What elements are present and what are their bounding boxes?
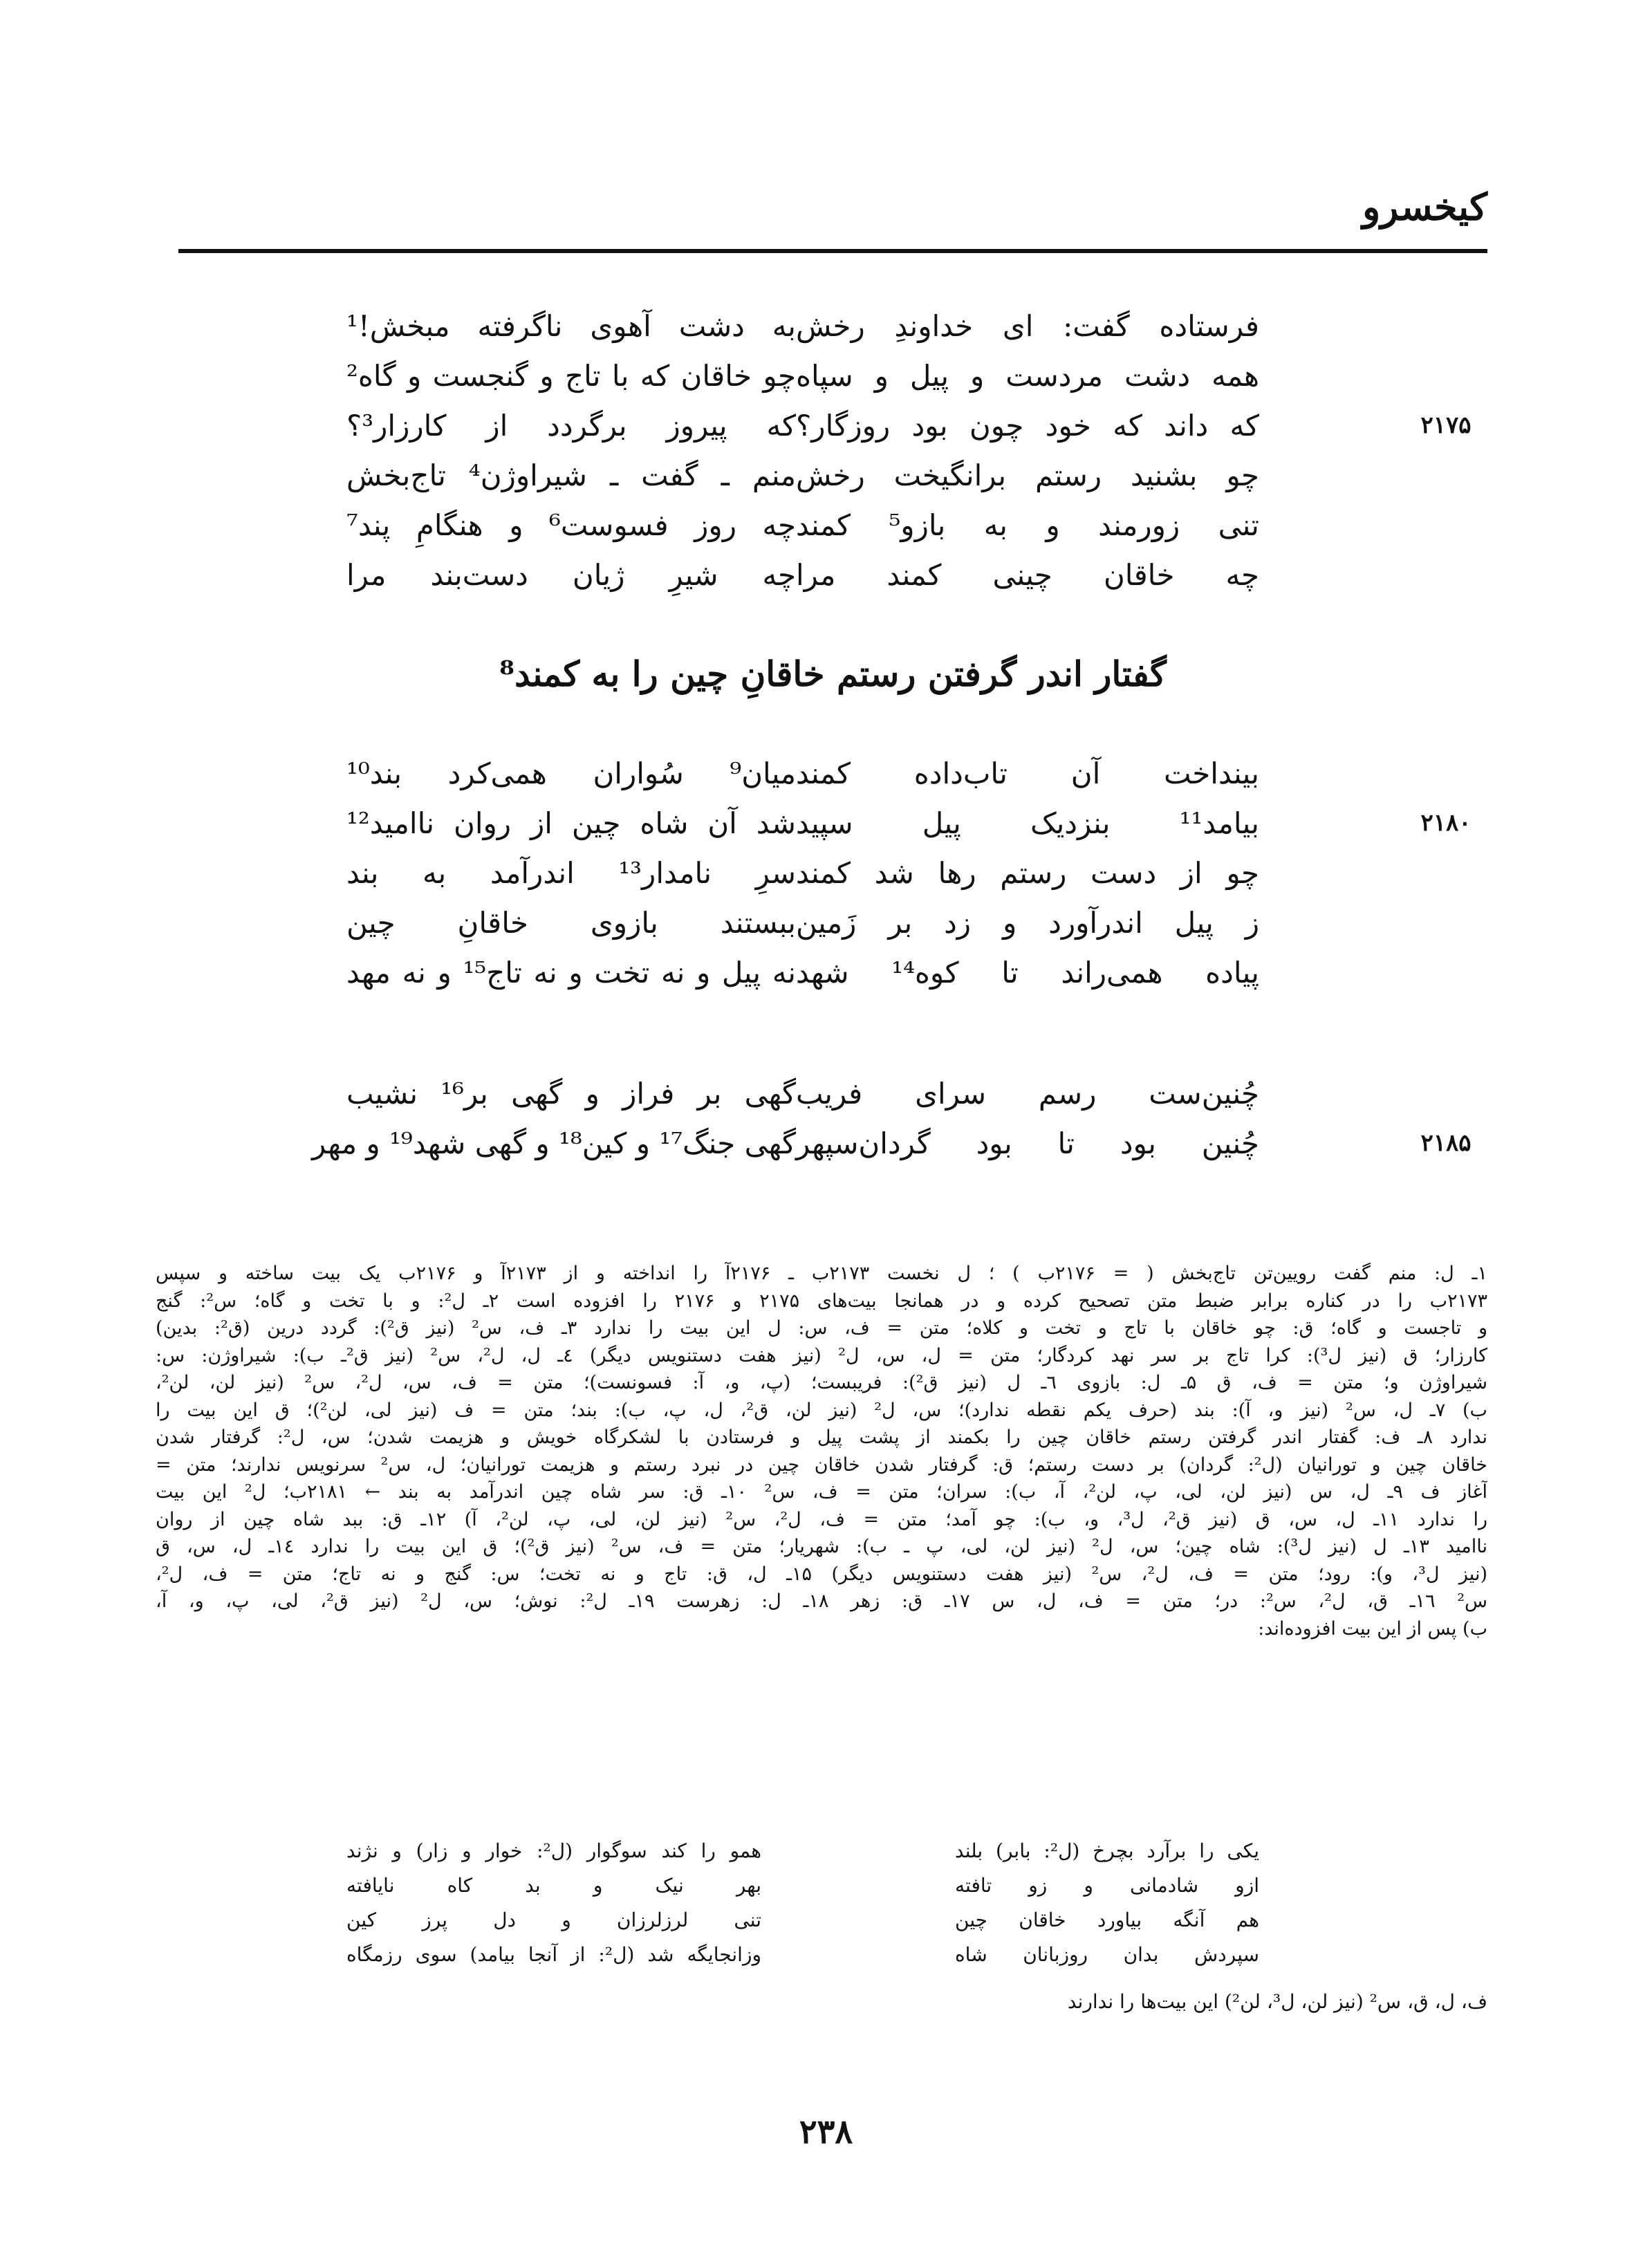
added-second-hemistich: بهر نیک و بد کاه نایافته bbox=[346, 1874, 761, 1897]
verse-line bbox=[290, 301, 1487, 351]
closing-note: ف، ل، ق، س² (نیز لن، ل³، لن²) این بیت‌ها را ندارند bbox=[1067, 1990, 1487, 2013]
footnote-line: ناامید ۱۳ـ ل (نیز ل³): شاه چین؛ س، ل² (نیز لن، لی، پ ـ ب): شهریار؛ متن = ف، س² (نیز ق²)؛ ق این بیت را ندارد ۱٤ـ ل، س، ق bbox=[156, 1536, 1487, 1557]
added-second-hemistich: همو را کند سوگوار (ل²: خوار و زار) و نژند bbox=[346, 1839, 761, 1862]
added-second-hemistich: وزانجایگه شد (ل²: از آنجا بیامد) سوی رزمگاه bbox=[346, 1943, 762, 1966]
verse-line bbox=[290, 500, 1487, 550]
section-title: گفتار اندر گرفتن رستم خاقانِ چین را به کمند⁸ bbox=[499, 653, 1167, 694]
second-hemistich: چو خاقان که با تاج و گنجست و گاه² bbox=[346, 358, 796, 393]
added-second-hemistich: تنی لرزلرزان و دل پرز کین bbox=[346, 1909, 761, 1931]
footnote-line: و تاجست و گاه؛ ق: چو خاقان با تاج و تخت و کلاه؛ متن = ف، س: ل این بیت را ندارد ۳ـ ف، س² (نیز ق²): گردد درین (ق²: بدین) bbox=[156, 1317, 1487, 1339]
verse-line bbox=[290, 748, 1487, 798]
second-hemistich: سرِ نامدار¹³ اندرآمد به بند bbox=[346, 855, 796, 890]
footnote-line: را ندارد ۱۱ـ ل، س، ق (نیز ق²، ل³، و، ب): چو آمد؛ متن = ف، ل²، س² (نیز لن، لی، پ، لن²، آ) ۱۲ـ ق: ببد شاه چین از روان bbox=[156, 1508, 1487, 1530]
first-hemistich: پیاده همی‌راند تا کوه¹⁴ شهد bbox=[796, 955, 1259, 990]
second-hemistich: ببستند بازوی خاقانِ چین bbox=[346, 905, 796, 940]
first-hemistich: بینداخت آن تاب‌داده کمند bbox=[796, 756, 1259, 790]
footnote-line: خاقان چین و تورانیان (ل²: گردان) بر دست رستم؛ ق: گرفتار شدن خاقان چین در نبرد رستم و هزیمت تورانیان؛ ل، س² سرنویس ندارند؛ متن = bbox=[156, 1454, 1487, 1476]
verse-line bbox=[290, 351, 1487, 400]
running-title: کیخسرو bbox=[1362, 185, 1487, 229]
footnote-line: کارزار؛ ق (نیز ل³): کرا تاج بر سر نهد کردگار؛ متن = ل، س، ل² (نیز هفت دستنویس دیگر) ٤ـ ل، ل²، س² (نیز ق²ـ ب): شیراوژن: س: bbox=[156, 1344, 1487, 1366]
second-hemistich: چه شیرِ ژیان دست‌بند مرا bbox=[346, 557, 796, 592]
added-verse-line bbox=[290, 1909, 1487, 1943]
first-hemistich: چُنین‌ست رسم سرای فریب bbox=[796, 1076, 1259, 1111]
footnote-line: ب) پس از این بیت افزوده‌اند: bbox=[1258, 1617, 1487, 1640]
first-hemistich: چو بشنید رستم برانگیخت رخش bbox=[796, 458, 1259, 492]
first-hemistich: بیامد¹¹ بنزدیک پیل سپید bbox=[796, 806, 1259, 840]
added-first-hemistich: ازو شادمانی و زو تافته bbox=[955, 1874, 1259, 1897]
second-hemistich: که پیروز برگردد از کارزار³؟ bbox=[346, 408, 796, 443]
added-verse-line bbox=[290, 1943, 1487, 1978]
footnote-line: ۱ـ ل: منم گفت رویین‌تن تاج‌بخش ( = ۲۱۷۶ب ) ؛ ل نخست ۲۱۷۳ب ـ ۲۱۷۶آ را انداخته و از ۲۱۷۳آ و ۲۱۷۶ب یک بیت ساخته و سپس bbox=[156, 1263, 1487, 1284]
footnote-line: ب) ۷ـ ل، س² (نیز و، آ): بند (حرف یکم نقطه ندارد)؛ س، ل² (نیز لن، ق²، ل، پ، ب): بند؛ متن = ف (نیز لی، لن²)؛ ق این بیت را bbox=[156, 1399, 1487, 1421]
footnote-line: آغاز ف ۹ـ ل، س (نیز لن، لی، پ، لن²، آ، ب): سران؛ متن = ف، س² ۱۰ـ ق: سر شاه چین اندرآمد به بند ← ۲۱۸۱ب؛ ل² این بیت bbox=[156, 1481, 1487, 1503]
footnote-line: (نیز ل³، و): رود؛ متن = ف، ل²، س² (نیز هفت دستنویس دیگر) ۱۵ـ ل، ق: تاج و نه تخت؛ س: گنج و نه تاج؛ متن = ف، ل²، bbox=[156, 1563, 1487, 1585]
second-hemistich: به دشت آهوی ناگرفته مبخش!¹ bbox=[346, 308, 796, 343]
verse-line bbox=[290, 450, 1487, 500]
verse-line bbox=[290, 848, 1487, 898]
first-hemistich: ز پیل اندرآورد و زد بر زَمین bbox=[796, 905, 1259, 940]
footnote-line: ندارد ۸ـ ف: گفتار اندر گرفتن رستم خاقان چین را بکمند از پشت پیل و فرستادن با لشکرگاه خویش و هزیمت شدن؛ س، ل²: گرفتار شدن bbox=[156, 1427, 1487, 1448]
verse-line bbox=[290, 550, 1487, 600]
verse-line bbox=[290, 1118, 1487, 1168]
added-verse-line bbox=[290, 1874, 1487, 1909]
verse-line bbox=[290, 898, 1487, 947]
added-verse-line bbox=[290, 1839, 1487, 1874]
footnote-line: ۲۱۷۳ب را در کناره برابر ضبط متن تصحیح کرده و در همانجا بیت‌های ۲۱۷۵ و ۲۱۷۶ را افزوده است ۲ـ ل²: و با تخت و گاه؛ س²: گنج bbox=[156, 1290, 1487, 1312]
first-hemistich: چه خاقان چینی کمند مرا bbox=[796, 557, 1259, 592]
footnote-line: شیراوژن و؛ متن = ف، ق ۵ـ ل: بازوی ٦ـ ل (نیز ق²): فریبست؛ (پ، و، آ: فسونست)؛ متن = ف، س، ل²، س² (نیز لن، لن²، bbox=[156, 1372, 1487, 1393]
second-hemistich: منم ـ گفت ـ شیراوژن⁴ تاج‌بخش bbox=[346, 458, 796, 492]
verse-number: ۲۱۷۵ bbox=[1420, 411, 1472, 439]
header-rule bbox=[178, 249, 1487, 253]
verse-number: ۲۱۸۰ bbox=[1420, 809, 1472, 837]
footnotes bbox=[156, 1260, 1487, 1642]
verse-line bbox=[290, 400, 1487, 450]
second-hemistich: چه روز فسوست⁶ و هنگامِ پند⁷ bbox=[346, 508, 797, 542]
verse-line bbox=[290, 947, 1487, 997]
first-hemistich: که داند که خود چون بود روزگار؟ bbox=[796, 408, 1259, 443]
footnote-line: س² ۱٦ـ ق، ل²، س²: در؛ متن = ف، ل، س ۱۷ـ ق: زهر ۱۸ـ ل: زهرست ۱۹ـ ل²: نوش؛ س، ل² (نیز ق²، لی، پ، و، آ، bbox=[156, 1590, 1487, 1612]
first-hemistich: چُنین بود تا بود گردان‌سپهر bbox=[796, 1126, 1259, 1160]
first-hemistich: فرستاده گفت: ای خداوندِ رخش bbox=[796, 308, 1259, 343]
verse-line bbox=[290, 1068, 1487, 1118]
added-first-hemistich: یکی را برآرد بچرخ (ل²: بابر) بلند bbox=[955, 1839, 1259, 1862]
second-hemistich: میان⁹ سُواران همی‌کرد بند¹⁰ bbox=[346, 756, 796, 790]
second-hemistich: گهی جنگ¹⁷ و کین¹⁸ و گهی شهد¹⁹ و مهر bbox=[312, 1126, 796, 1160]
added-verses bbox=[290, 1839, 1487, 1978]
second-hemistich: نه پیل و نه تخت و نه تاج¹⁵ و نه مهد bbox=[346, 955, 796, 990]
added-first-hemistich: هم آنگه بیاورد خاقان چین bbox=[955, 1909, 1259, 1931]
added-first-hemistich: سپردش بدان روزبانان شاه bbox=[955, 1943, 1259, 1966]
second-hemistich: شد آن شاه چین از روان ناامید¹² bbox=[346, 806, 796, 840]
page-number: ۲۳۸ bbox=[799, 2113, 853, 2151]
second-hemistich: گهی بر فراز و گهی بر¹⁶ نشیب bbox=[346, 1076, 796, 1111]
verse-number: ۲۱۸۵ bbox=[1420, 1129, 1472, 1157]
first-hemistich: تنی زورمند و به بازو⁵ کمند bbox=[796, 508, 1259, 542]
first-hemistich: چو از دست رستم رها شد کمند bbox=[796, 855, 1259, 890]
verse-line bbox=[290, 798, 1487, 848]
verse-block-end bbox=[290, 1068, 1487, 1168]
verse-block-top bbox=[290, 301, 1487, 600]
verse-block-middle bbox=[290, 748, 1487, 997]
first-hemistich: همه دشت مردست و پیل و سپاه bbox=[796, 358, 1259, 393]
